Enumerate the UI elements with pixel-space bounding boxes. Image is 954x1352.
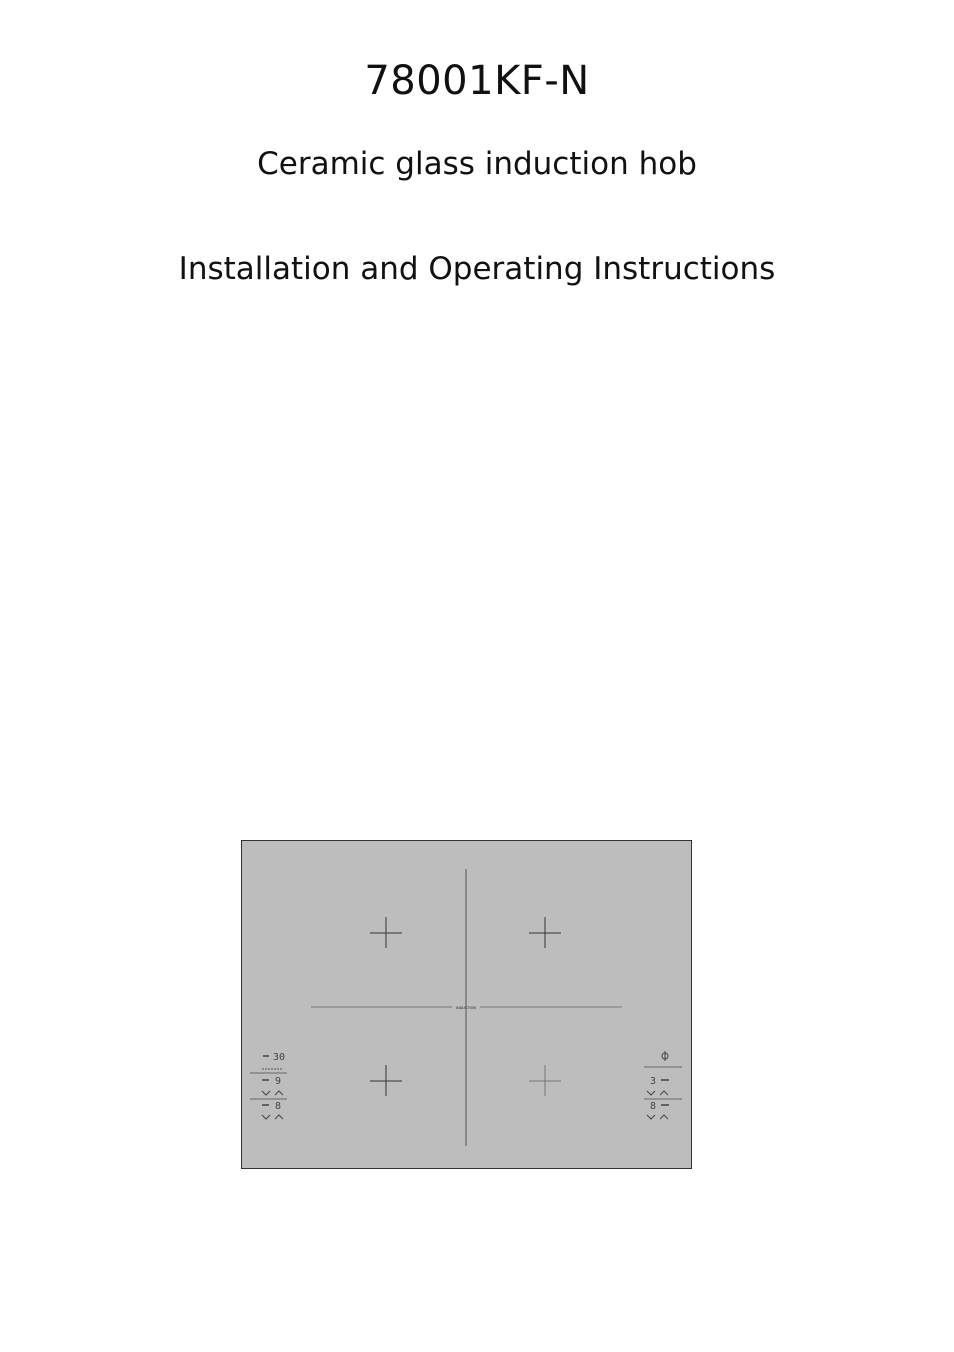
upper-zone-level: 9 [275,1076,282,1087]
lower-zone-up-icon [275,1115,283,1119]
upper-zone-up-icon [275,1091,283,1095]
product-name: Ceramic glass induction hob [257,146,697,182]
lower-zone-level: 8 [275,1101,282,1112]
document-type: Installation and Operating Instructions [178,251,776,287]
left-control-panel [250,1052,287,1119]
zone-top-left-marker [370,917,402,948]
timer-display: 30 [273,1052,286,1063]
model-number: 78001KF-N [364,58,590,104]
zone-bottom-left-marker [370,1065,402,1096]
zone-top-right-marker [529,917,561,948]
hob-drawing [242,841,693,1170]
induction-label: INDUCTION [456,1006,476,1010]
zone-bottom-right-marker [529,1065,561,1096]
upper-zone-down-icon [262,1091,270,1095]
power-icon [662,1051,668,1061]
right-upper-zone-down-icon [647,1091,655,1095]
lower-zone-down-icon [262,1115,270,1119]
right-upper-zone-up-icon [660,1091,668,1095]
hob-illustration [241,840,692,1169]
right-lower-zone-level: 8 [650,1101,657,1112]
right-lower-zone-up-icon [660,1115,668,1119]
right-lower-zone-down-icon [647,1115,655,1119]
right-control-panel [644,1051,682,1119]
right-upper-zone-level: 3 [650,1076,657,1087]
